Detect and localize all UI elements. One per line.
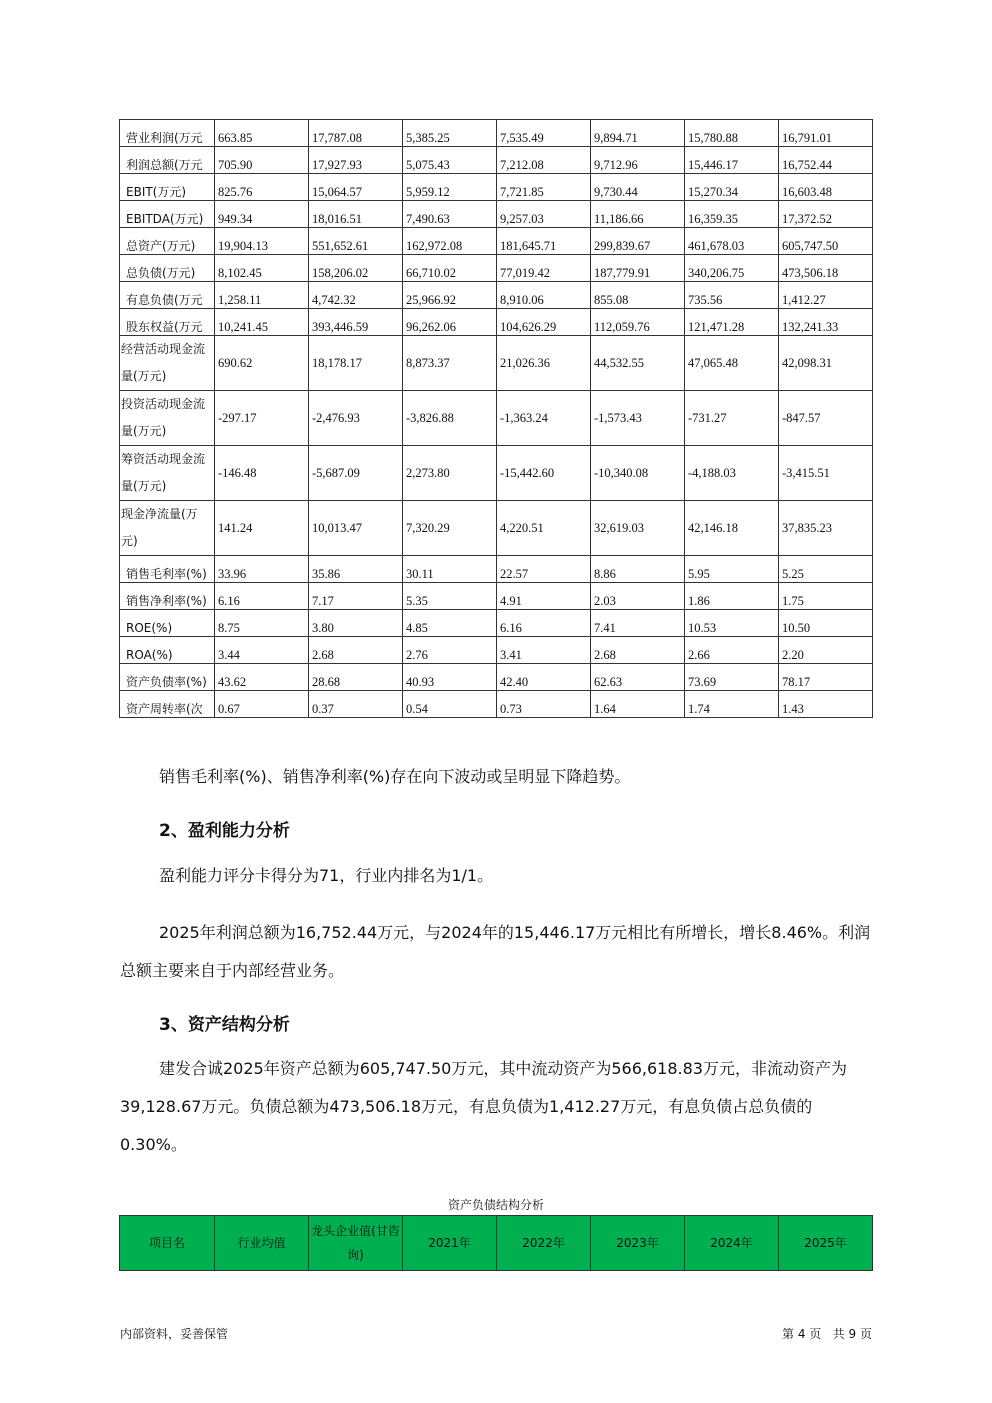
table-cell: 551,652.61 — [309, 228, 403, 255]
table-cell: 7,721.85 — [497, 174, 591, 201]
table-cell: 5,959.12 — [403, 174, 497, 201]
table-cell: 17,372.52 — [779, 201, 873, 228]
table-cell: 10.50 — [779, 610, 873, 637]
column-header: 2023年 — [591, 1216, 685, 1271]
row-label: 利润总额(万元 — [120, 147, 215, 174]
table-row — [120, 446, 873, 501]
table-row — [120, 556, 873, 583]
table-cell: 141.24 — [215, 501, 309, 556]
table-cell: 2,273.80 — [403, 446, 497, 501]
row-label: 投资活动现金流量(万元) — [120, 391, 215, 446]
table-row — [120, 120, 873, 147]
section-3-heading: 3、资产结构分析 — [159, 1015, 290, 1035]
table-cell: 0.37 — [309, 691, 403, 718]
table-cell: 8.75 — [215, 610, 309, 637]
row-label: 资产周转率(次 — [120, 691, 215, 718]
table-cell: -4,188.03 — [685, 446, 779, 501]
table-cell: 393,446.59 — [309, 309, 403, 336]
row-label: 现金净流量(万元) — [120, 501, 215, 556]
table-row — [120, 228, 873, 255]
table-cell: 8,910.06 — [497, 282, 591, 309]
table-cell: 9,730.44 — [591, 174, 685, 201]
table-cell: 1.75 — [779, 583, 873, 610]
table-cell: 187,779.91 — [591, 255, 685, 282]
table-row — [120, 174, 873, 201]
table-cell: -146.48 — [215, 446, 309, 501]
table-cell: 47,065.48 — [685, 336, 779, 391]
column-header: 2024年 — [685, 1216, 779, 1271]
table-cell: 104,626.29 — [497, 309, 591, 336]
table-cell: 1.86 — [685, 583, 779, 610]
financial-indicators-table — [119, 119, 873, 718]
row-label: 销售净利率(%) — [120, 583, 215, 610]
table-cell: 7,320.29 — [403, 501, 497, 556]
table-cell: 1.64 — [591, 691, 685, 718]
table-cell: 73.69 — [685, 664, 779, 691]
table-cell: 3.44 — [215, 637, 309, 664]
table-cell: 8,102.45 — [215, 255, 309, 282]
table-cell: 121,471.28 — [685, 309, 779, 336]
column-header: 行业均值 — [215, 1216, 309, 1271]
column-header: 2021年 — [403, 1216, 497, 1271]
table-cell: 1.43 — [779, 691, 873, 718]
table-cell: 33.96 — [215, 556, 309, 583]
row-label: 有息负债(万元 — [120, 282, 215, 309]
table-cell: 42,098.31 — [779, 336, 873, 391]
table-cell: 42,146.18 — [685, 501, 779, 556]
table-row — [120, 391, 873, 446]
row-label: 总资产(万元) — [120, 228, 215, 255]
table-cell: 8,873.37 — [403, 336, 497, 391]
table-cell: 15,270.34 — [685, 174, 779, 201]
balance-sheet-structure-table — [119, 1215, 873, 1271]
table-cell: 78.17 — [779, 664, 873, 691]
table-cell: 3.80 — [309, 610, 403, 637]
row-label: ROA(%) — [120, 637, 215, 664]
table-row — [120, 691, 873, 718]
table-cell: 2.68 — [309, 637, 403, 664]
table-cell: 32,619.03 — [591, 501, 685, 556]
table-cell: -1,363.24 — [497, 391, 591, 446]
table-cell: 10.53 — [685, 610, 779, 637]
table-cell: 16,791.01 — [779, 120, 873, 147]
table-cell: 17,787.08 — [309, 120, 403, 147]
table-cell: 4.85 — [403, 610, 497, 637]
table-row — [120, 309, 873, 336]
table-cell: 44,532.55 — [591, 336, 685, 391]
table-cell: 461,678.03 — [685, 228, 779, 255]
table-cell: 5,075.43 — [403, 147, 497, 174]
table-cell: 5,385.25 — [403, 120, 497, 147]
table-cell: 66,710.02 — [403, 255, 497, 282]
table-cell: -2,476.93 — [309, 391, 403, 446]
table-cell: 299,839.67 — [591, 228, 685, 255]
footer-page-number: 第 4 页 共 9 页 — [782, 1327, 872, 1341]
row-label: ROE(%) — [120, 610, 215, 637]
table-cell: 181,645.71 — [497, 228, 591, 255]
table-row — [120, 501, 873, 556]
table-row — [120, 336, 873, 391]
table-cell: 9,257.03 — [497, 201, 591, 228]
table-cell: 4.91 — [497, 583, 591, 610]
table-cell: 7,212.08 — [497, 147, 591, 174]
column-header: 项目名 — [120, 1216, 215, 1271]
row-label: 资产负债率(%) — [120, 664, 215, 691]
table-cell: 43.62 — [215, 664, 309, 691]
table-row — [120, 610, 873, 637]
table-row — [120, 282, 873, 309]
table-cell: 16,359.35 — [685, 201, 779, 228]
table-cell: 0.54 — [403, 691, 497, 718]
table-cell: 340,206.75 — [685, 255, 779, 282]
table-cell: 162,972.08 — [403, 228, 497, 255]
table-cell: 3.41 — [497, 637, 591, 664]
table-cell: 96,262.06 — [403, 309, 497, 336]
table-cell: 5.25 — [779, 556, 873, 583]
table-cell: 25,966.92 — [403, 282, 497, 309]
table-cell: 77,019.42 — [497, 255, 591, 282]
table-cell: 705.90 — [215, 147, 309, 174]
table-cell: 2.03 — [591, 583, 685, 610]
column-header: 2022年 — [497, 1216, 591, 1271]
table-cell: 15,064.57 — [309, 174, 403, 201]
table-row — [120, 201, 873, 228]
table-row — [120, 583, 873, 610]
row-label: 经营活动现金流量(万元) — [120, 336, 215, 391]
table-cell: 16,752.44 — [779, 147, 873, 174]
table-cell: 21,026.36 — [497, 336, 591, 391]
row-label: 营业利润(万元 — [120, 120, 215, 147]
table-cell: 1,412.27 — [779, 282, 873, 309]
table-cell: 19,904.13 — [215, 228, 309, 255]
table-cell: 10,013.47 — [309, 501, 403, 556]
table-cell: 735.56 — [685, 282, 779, 309]
table-cell: 690.62 — [215, 336, 309, 391]
table-cell: -15,442.60 — [497, 446, 591, 501]
table-row — [120, 147, 873, 174]
section-2-score-paragraph: 盈利能力评分卡得分为71，行业内排名为1/1。 — [159, 866, 494, 885]
table-cell: 2.76 — [403, 637, 497, 664]
table-cell: 30.11 — [403, 556, 497, 583]
table-cell: -1,573.43 — [591, 391, 685, 446]
table-cell: 37,835.23 — [779, 501, 873, 556]
table-cell: 9,894.71 — [591, 120, 685, 147]
table-cell: 1.74 — [685, 691, 779, 718]
table-cell: -297.17 — [215, 391, 309, 446]
row-label: 股东权益(万元 — [120, 309, 215, 336]
table-cell: 112,059.76 — [591, 309, 685, 336]
table-row — [120, 255, 873, 282]
table-cell: 28.68 — [309, 664, 403, 691]
table-cell: 7.17 — [309, 583, 403, 610]
section-2-profit-paragraph: 2025年利润总额为16,752.44万元，与2024年的15,446.17万元相比有所增长，增长8.46%。利润总额主要来自于内部经营业务。 — [120, 923, 871, 980]
table-cell: 15,780.88 — [685, 120, 779, 147]
column-header: 2025年 — [779, 1216, 873, 1271]
table-cell: 855.08 — [591, 282, 685, 309]
table-cell: 35.86 — [309, 556, 403, 583]
table-cell: -847.57 — [779, 391, 873, 446]
table-cell: 7.41 — [591, 610, 685, 637]
table-cell: 473,506.18 — [779, 255, 873, 282]
table-cell: -731.27 — [685, 391, 779, 446]
row-label: 销售毛利率(%) — [120, 556, 215, 583]
table-cell: -5,687.09 — [309, 446, 403, 501]
table-cell: 4,742.32 — [309, 282, 403, 309]
table-cell: 18,016.51 — [309, 201, 403, 228]
table-cell: 42.40 — [497, 664, 591, 691]
section-2-heading: 2、盈利能力分析 — [159, 821, 290, 841]
table-cell: 17,927.93 — [309, 147, 403, 174]
table-cell: 22.57 — [497, 556, 591, 583]
table-cell: 2.68 — [591, 637, 685, 664]
table-cell: 158,206.02 — [309, 255, 403, 282]
table-cell: 18,178.17 — [309, 336, 403, 391]
table-cell: 663.85 — [215, 120, 309, 147]
table-cell: 605,747.50 — [779, 228, 873, 255]
table-cell: 949.34 — [215, 201, 309, 228]
table-cell: 6.16 — [497, 610, 591, 637]
table-cell: -3,826.88 — [403, 391, 497, 446]
table-cell: 2.66 — [685, 637, 779, 664]
row-label: 筹资活动现金流量(万元) — [120, 446, 215, 501]
column-header: 龙头企业值(甘咨询) — [309, 1216, 403, 1271]
table-cell: 1,258.11 — [215, 282, 309, 309]
table-cell: 10,241.45 — [215, 309, 309, 336]
table-cell: 0.67 — [215, 691, 309, 718]
table-row — [120, 664, 873, 691]
table-cell: -3,415.51 — [779, 446, 873, 501]
table-cell: 7,490.63 — [403, 201, 497, 228]
table-cell: 40.93 — [403, 664, 497, 691]
footer-confidential-note: 内部资料，妥善保管 — [120, 1327, 229, 1341]
table-cell: 2.20 — [779, 637, 873, 664]
table-cell: 8.86 — [591, 556, 685, 583]
table-cell: -10,340.08 — [591, 446, 685, 501]
balance-sheet-header-row — [120, 1216, 873, 1271]
table-cell: 0.73 — [497, 691, 591, 718]
table-cell: 132,241.33 — [779, 309, 873, 336]
financial-table-body — [120, 120, 873, 718]
table-cell: 825.76 — [215, 174, 309, 201]
row-label: EBIT(万元) — [120, 174, 215, 201]
row-label: EBITDA(万元) — [120, 201, 215, 228]
table-cell: 16,603.48 — [779, 174, 873, 201]
table-cell: 6.16 — [215, 583, 309, 610]
table-cell: 4,220.51 — [497, 501, 591, 556]
table-row — [120, 637, 873, 664]
table-cell: 11,186.66 — [591, 201, 685, 228]
table-cell: 5.95 — [685, 556, 779, 583]
row-label: 总负债(万元) — [120, 255, 215, 282]
table-cell: 9,712.96 — [591, 147, 685, 174]
table-cell: 15,446.17 — [685, 147, 779, 174]
table-cell: 62.63 — [591, 664, 685, 691]
section-3-asset-paragraph: 建发合诚2025年资产总额为605,747.50万元，其中流动资产为566,618.83万元，非流动资产为39,128.67万元。负债总额为473,506.18万元，有息负债为1,412.27万元，有息负债占总负债的0.30%。 — [120, 1059, 847, 1154]
table-cell: 5.35 — [403, 583, 497, 610]
table-cell: 7,535.49 — [497, 120, 591, 147]
balance-sheet-table-caption: 资产负债结构分析 — [447, 1198, 544, 1212]
trend-note: 销售毛利率(%)、销售净利率(%)存在向下波动或呈明显下降趋势。 — [159, 767, 631, 786]
